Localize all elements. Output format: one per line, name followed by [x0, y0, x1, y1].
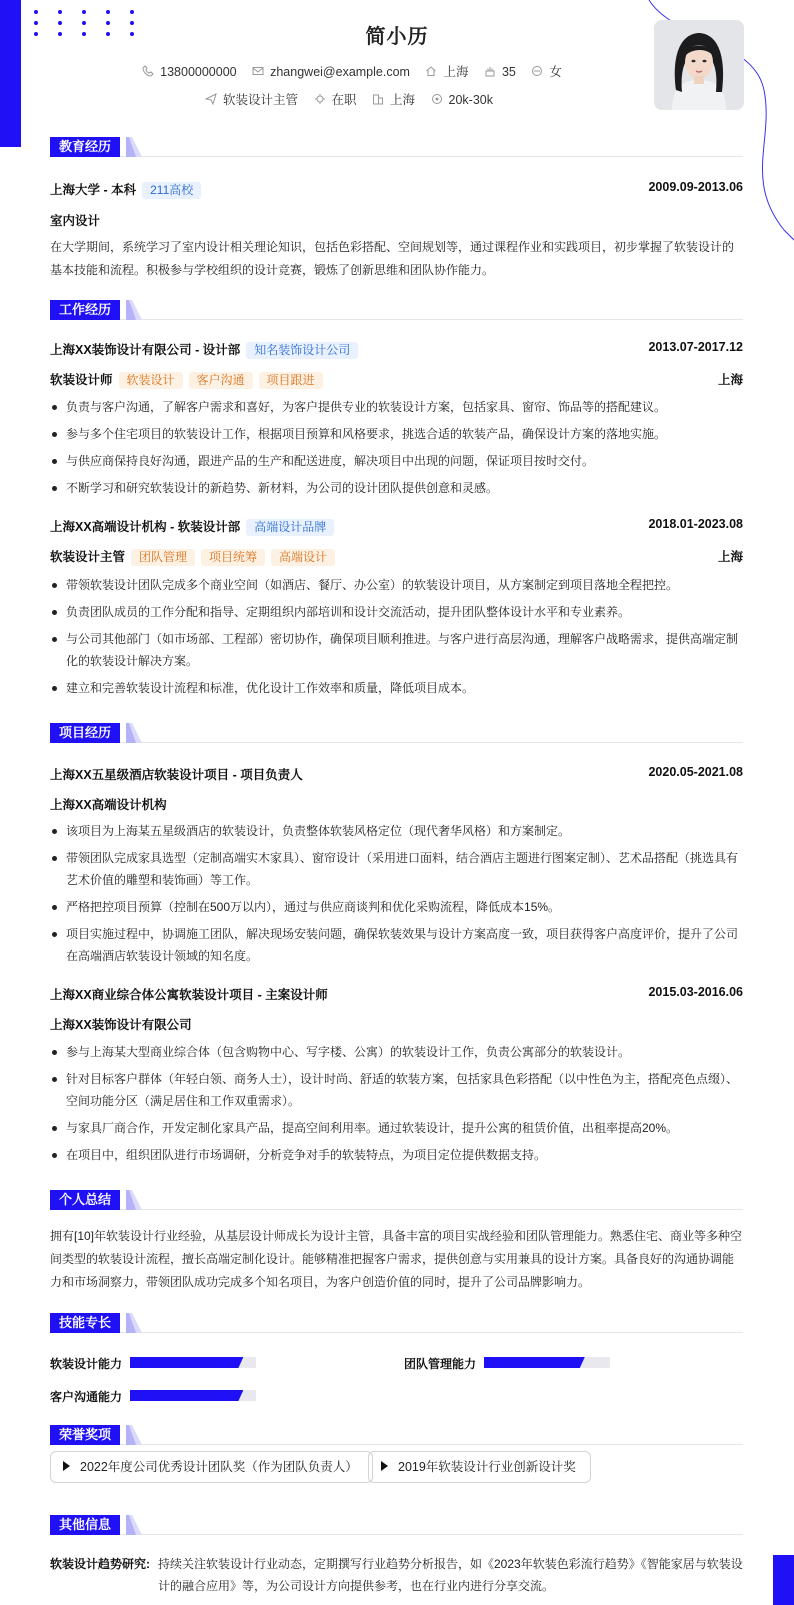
home-icon	[425, 65, 437, 77]
work-2-tag: 项目统筹	[201, 549, 265, 566]
skill-bar	[130, 1390, 256, 1401]
list-item: 与家具厂商合作，开发定制化家具产品，提高空间利用率。通过软装设计，提升公寓的租赁价值，出租率提高20%。	[50, 1117, 743, 1139]
portrait-image	[654, 20, 744, 110]
list-item: 带领软装设计团队完成多个商业空间（如酒店、餐厅、办公室）的软装设计项目，从方案制定到项目落地全程把控。	[50, 574, 743, 596]
work-2-date: 2018.01-2023.08	[648, 517, 743, 531]
skill-bar-fill	[130, 1390, 243, 1401]
section-title-skills: 技能专长	[50, 1313, 120, 1333]
building-icon	[372, 93, 384, 105]
list-item: 该项目为上海某五星级酒店的软装设计，负责整体软装风格定位（现代奢华风格）和方案制定。	[50, 820, 743, 842]
work-2-role: 软装设计主管 团队管理 项目统筹 高端设计	[50, 547, 335, 566]
list-item: 不断学习和研究软装设计的新趋势、新材料，为公司的设计团队提供创意和灵感。	[50, 477, 743, 499]
section-title-awards: 荣誉奖项	[50, 1425, 120, 1445]
education-date: 2009.09-2013.06	[648, 180, 743, 194]
cake-icon	[484, 65, 496, 77]
work-1-role: 软装设计师 软装设计 客户沟通 项目跟进	[50, 370, 323, 389]
list-item: 建立和完善软装设计流程和标准，优化设计工作效率和质量，降低项目成本。	[50, 677, 743, 699]
email-info: zhangwei@example.com	[252, 65, 410, 79]
other-label: 软装设计趋势研究:	[50, 1557, 150, 1571]
list-item: 与公司其他部门（如市场部、工程部）密切协作，确保项目顺利推进。与客户进行高层沟通，理解客户战略需求，提供高端定制化的软装设计解决方案。	[50, 628, 743, 672]
status-icon	[314, 93, 326, 105]
project-1-title: 上海XX五星级酒店软装设计项目 - 项目负责人	[50, 768, 303, 782]
list-item: 项目实施过程中，协调施工团队，解决现场安装问题，确保软装效果与设计方案高度一致，项目获得客户高度评价，提升了公司在高端酒店软装设计领域的知名度。	[50, 923, 743, 967]
mail-icon	[252, 65, 264, 77]
other-text: 持续关注软装设计行业动态，定期撰写行业趋势分析报告，如《2023年软装色彩流行趋势》《智能家居与软装设计的融合应用》等，为公司设计方向提供参考，也在行业内进行分享交流。	[158, 1557, 743, 1593]
send-icon	[205, 93, 217, 105]
education-tag: 211高校	[142, 182, 201, 199]
skill-bar	[484, 1357, 610, 1368]
project-1-bullets	[50, 820, 743, 972]
project-1-date: 2020.05-2021.08	[648, 765, 743, 779]
summary-text: 拥有[10]年软装设计行业经验，从基层设计师成长为设计主管，具备丰富的项目实战经验和团队管理能力。熟悉住宅、商业等多种空间类型的软装设计流程，擅长高端定制化设计。能够精准把握客户需求，提供创意与实用兼具的设计方案。具备良好的沟通协调能力和市场洞察力，带领团队成功完成多个知名项目，为客户创造价值的同时，提升了公司品牌影响力。	[50, 1229, 743, 1289]
section-title-other: 其他信息	[50, 1515, 120, 1535]
project-2-title: 上海XX商业综合体公寓软装设计项目 - 主案设计师	[50, 988, 328, 1002]
skill-item: 团队管理能力	[404, 1355, 476, 1372]
skill-bar	[130, 1357, 256, 1368]
play-triangle-icon	[63, 1461, 70, 1471]
city-info: 上海	[425, 62, 468, 80]
section-title-education: 教育经历	[50, 137, 120, 157]
work-1-bullets	[50, 396, 743, 504]
list-item: 严格把控项目预算（控制在500万以内），通过与供应商谈判和优化采购流程，降低成本15%。	[50, 896, 743, 918]
list-item: 针对目标客户群体（年轻白领、商务人士），设计时尚、舒适的软装方案，包括家具色彩搭配（以中性色为主，搭配亮色点缀）、空间功能分区（满足居住和工作双重需求）。	[50, 1068, 743, 1112]
education-description: 在大学期间，系统学习了室内设计相关理论知识，包括色彩搭配、空间规划等，通过课程作业和实践项目，初步掌握了软装设计的基本技能和流程。积极参与学校组织的设计竞赛，锻炼了创新思维和团队协作能力。	[50, 240, 735, 277]
list-item: 带领团队完成家具选型（定制高端实木家具）、窗帘设计（采用进口面料，结合酒店主题进行图案定制）、艺术品搭配（挑选具有艺术价值的雕塑和装饰画）等工作。	[50, 847, 743, 891]
project-2-date: 2015.03-2016.06	[648, 985, 743, 999]
award-item: 2022年度公司优秀设计团队奖（作为团队负责人）	[50, 1451, 373, 1483]
list-item: 参与上海某大型商业综合体（包含购物中心、写字楼、公寓）的软装设计工作，负责公寓部分的软装设计。	[50, 1041, 743, 1063]
skill-bar-fill	[130, 1357, 243, 1368]
section-title-projects: 项目经历	[50, 723, 120, 743]
list-item: 与供应商保持良好沟通，跟进产品的生产和配送进度，解决项目中出现的问题，保证项目按时交付。	[50, 450, 743, 472]
list-item: 在项目中，组织团队进行市场调研，分析竞争对手的软装特点，为项目定位提供数据支持。	[50, 1144, 743, 1166]
list-item: 负责团队成员的工作分配和指导、定期组织内部培训和设计交流活动，提升团队整体设计水平和专业素养。	[50, 601, 743, 623]
contact-row	[0, 62, 680, 80]
phone-icon	[142, 65, 154, 77]
profile-photo	[654, 20, 744, 110]
section-title-work: 工作经历	[50, 300, 120, 320]
salary-icon	[431, 93, 443, 105]
work-1-tag: 客户沟通	[189, 372, 253, 389]
salary-info: 20k-30k	[431, 93, 493, 107]
work-2-company: 上海XX高端设计机构 - 软装设计部 高端设计品牌	[50, 517, 334, 536]
job-target-info: 软装设计主管	[205, 90, 298, 108]
work-1-tag: 软装设计	[119, 372, 183, 389]
decor-bar-right	[773, 1555, 794, 1605]
skill-bar-fill	[484, 1357, 585, 1368]
job-intention-row	[0, 90, 680, 108]
skill-item: 客户沟通能力	[50, 1388, 122, 1405]
skill-item: 软装设计能力	[50, 1355, 122, 1372]
age-info: 35	[484, 65, 516, 79]
target-city-info: 上海	[372, 90, 415, 108]
project-2-org: 上海XX装饰设计有限公司	[50, 1018, 192, 1032]
project-1-org: 上海XX高端设计机构	[50, 798, 167, 812]
work-1-tag: 项目跟进	[259, 372, 323, 389]
work-2-city: 上海	[717, 550, 743, 564]
gender-info: 女	[531, 62, 562, 80]
list-item: 负责与客户沟通，了解客户需求和喜好，为客户提供专业的软装设计方案，包括家具、窗帘、饰品等的搭配建议。	[50, 396, 743, 418]
resume-header	[0, 0, 794, 125]
candidate-name: 简小历	[365, 26, 429, 48]
play-triangle-icon	[381, 1461, 388, 1471]
phone-info: 13800000000	[142, 65, 236, 79]
section-title-summary: 个人总结	[50, 1190, 120, 1210]
status-info: 在职	[314, 90, 357, 108]
work-2-company-tag: 高端设计品牌	[246, 519, 334, 536]
work-1-company-tag: 知名装饰设计公司	[246, 342, 358, 359]
work-2-tag: 高端设计	[271, 549, 335, 566]
work-2-bullets	[50, 574, 743, 704]
education-major: 室内设计	[50, 214, 101, 228]
education-school: 上海大学 - 本科 211高校	[50, 180, 201, 199]
list-item: 参与多个住宅项目的软装设计工作，根据项目预算和风格要求，挑选合适的软装产品，确保设计方案的落地实施。	[50, 423, 743, 445]
work-2-tag: 团队管理	[131, 549, 195, 566]
work-1-city: 上海	[717, 373, 743, 387]
project-2-bullets	[50, 1041, 743, 1171]
work-1-date: 2013.07-2017.12	[648, 340, 743, 354]
work-1-company: 上海XX装饰设计有限公司 - 设计部 知名装饰设计公司	[50, 340, 358, 359]
award-item: 2019年软装设计行业创新设计奖	[368, 1451, 591, 1483]
gender-icon	[531, 65, 543, 77]
